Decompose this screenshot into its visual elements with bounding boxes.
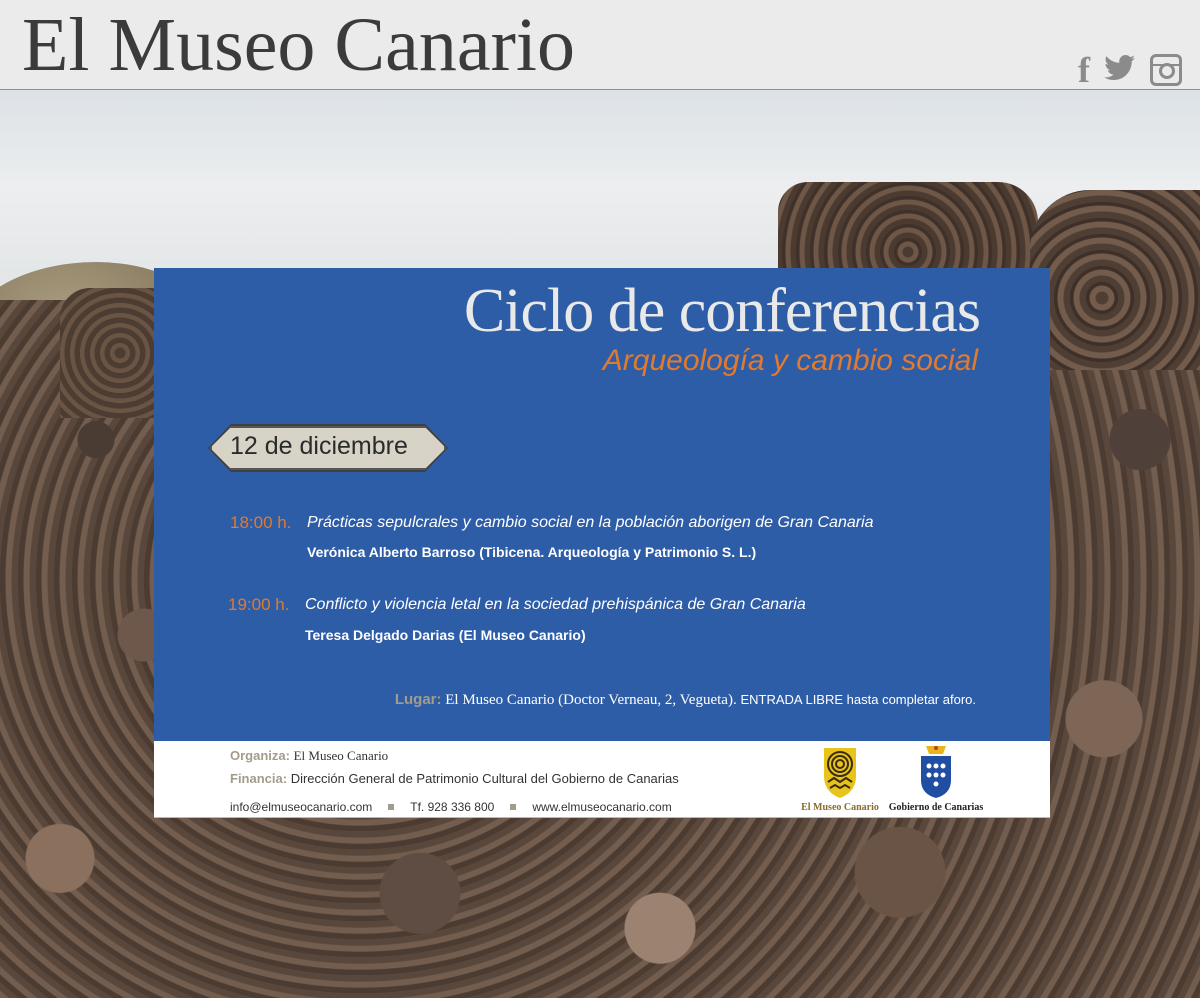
poster-title: Ciclo de conferencias xyxy=(463,277,980,345)
venue-label: Lugar: xyxy=(394,691,442,708)
organizer-line xyxy=(230,748,388,764)
conference-poster xyxy=(154,268,1050,816)
contact-line xyxy=(230,800,672,814)
talk-speaker: Verónica Alberto Barroso (Tibicena. Arqueología y Patrimonio S. L.) xyxy=(307,544,757,560)
site-title[interactable]: El Museo Canario xyxy=(22,3,576,87)
twitter-icon[interactable] xyxy=(1104,55,1136,86)
organizer-label: Organiza: xyxy=(230,748,290,763)
gobierno-coat-of-arms-icon xyxy=(888,744,984,800)
organizer-value: El Museo Canario xyxy=(293,748,389,763)
talk-time: 18:00 h. xyxy=(230,513,292,532)
talk-speaker: Teresa Delgado Darias (El Museo Canario) xyxy=(305,627,586,643)
talk-time: 19:00 h. xyxy=(228,595,290,614)
gobierno-canarias-logo xyxy=(888,744,984,814)
funder-value: Dirección General de Patrimonio Cultural del Gobierno de Canarias xyxy=(290,771,679,786)
site-header xyxy=(0,0,1200,90)
funder-line xyxy=(230,771,679,786)
date-label: 12 de diciembre xyxy=(230,432,408,460)
funder-label: Financia: xyxy=(230,771,288,786)
venue-address: El Museo Canario (Doctor Verneau, 2, Vegueta). xyxy=(445,692,737,708)
venue-line xyxy=(395,691,976,709)
rock-wall-right xyxy=(1030,190,1200,370)
separator-dot xyxy=(510,804,516,810)
gobierno-logo-caption: Gobierno de Canarias xyxy=(888,802,984,813)
separator-dot xyxy=(388,804,394,810)
poster-blue-panel xyxy=(154,268,1050,741)
venue-entry-note: ENTRADA LIBRE hasta completar aforo. xyxy=(740,692,976,707)
contact-website[interactable]: www.elmuseocanario.com xyxy=(532,800,672,814)
facebook-icon[interactable]: f xyxy=(1078,50,1090,90)
museo-logo-caption: El Museo Canario xyxy=(801,802,879,813)
contact-email[interactable]: info@elmuseocanario.com xyxy=(230,800,373,814)
social-links xyxy=(1078,52,1182,88)
talk-title: Conflicto y violencia letal en la sociedad prehispánica de Gran Canaria xyxy=(305,596,806,613)
contact-phone[interactable]: Tf. 928 336 800 xyxy=(410,800,495,814)
poster-subtitle: Arqueología y cambio social xyxy=(602,344,978,377)
museo-canario-emblem-icon xyxy=(798,744,882,800)
talk-title: Prácticas sepulcrales y cambio social en la población aborigen de Gran Canaria xyxy=(307,514,874,531)
instagram-icon[interactable] xyxy=(1150,54,1182,86)
museo-canario-logo xyxy=(798,744,882,814)
